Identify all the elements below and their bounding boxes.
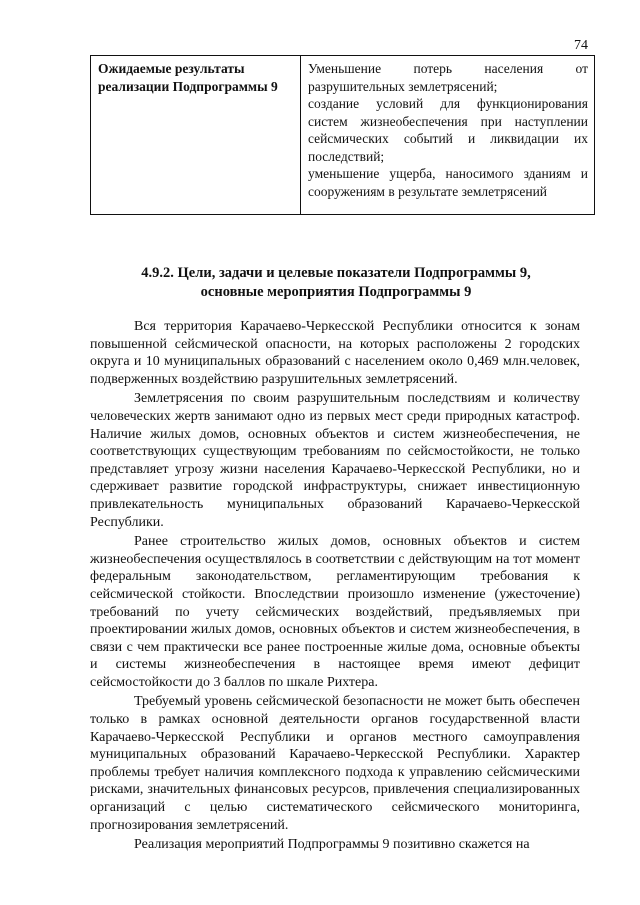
table-row [91, 56, 595, 215]
expected-result-item: Уменьшение потерь населения от разрушительных землетрясений; [308, 61, 588, 94]
paragraph: Землетрясения по своим разрушительным последствиям и количеству человеческих жертв занимают одно из первых мест среди природных катастроф. Наличие жилых домов, основных объектов и систем жизнеобеспечения, не соответствующих существующим требованиям по сейсмостойкости, не только представляет угрозу жизни населения Карачаево-Черкесской Республики, но и сдерживает развитие городской инфраструктуры, снижает инвестиционную привлекательность муниципальных образований Карачаево-Черкесской Республики. [90, 391, 580, 530]
expected-result-item: уменьшение ущерба, наносимого зданиям и сооружениям в результате землетрясений [308, 166, 588, 199]
paragraph: Ранее строительство жилых домов, основных объектов и систем жизнеобеспечения осуществлялось в соответствии с действующим на тот момент федеральным законодательством, регламентирующим требования к сейсмической стойкости. Впоследствии произошло изменение (ужесточение) требований по учету сейсмических воздействий, предъявляемых при проектировании жилых домов, основных объектов и систем жизнеобеспечения, в связи с чем практически все ранее построенные жилые дома, основные объекты и системы жизнеобеспечения в настоящее время имеют дефицит сейсмостойкости до 3 баллов по шкале Рихтера. [90, 534, 580, 690]
page-number: 74 [574, 38, 588, 53]
section-body [90, 318, 580, 854]
expected-result-item: создание условий для функционирования систем жизнеобеспечения при наступлении сейсмических событий и ликвидации их последствий; [308, 96, 588, 164]
section-heading-line-1: 4.9.2. Цели, задачи и целевые показатели Подпрограммы 9, [141, 265, 531, 281]
paragraph: Требуемый уровень сейсмической безопасности не может быть обеспечен только в рамках основной деятельности органов государственной власти Карачаево-Черкесской Республики и органов местного самоуправления муниципальных образований Карачаево-Черкесской Республики. Характер проблемы требует наличия комплексного подхода к управлению сейсмическими рисками, значительных финансовых ресурсов, привлечения специализированных организаций с целью систематического сейсмического мониторинга, прогнозирования землетрясений. [90, 694, 580, 833]
paragraph: Реализация мероприятий Подпрограммы 9 позитивно скажется на [134, 837, 530, 853]
expected-results-table [90, 55, 595, 215]
expected-results-label: Ожидаемые результаты реализации Подпрограммы 9 [91, 56, 301, 215]
section-heading [96, 264, 576, 302]
section-heading-line-2: основные мероприятия Подпрограммы 9 [200, 284, 472, 300]
paragraph: Вся территория Карачаево-Черкесской Республики относится к зонам повышенной сейсмической опасности, на которых расположены 2 городских округа и 10 муниципальных образований с населением около 0,469 млн.человек, подверженных воздействию разрушительных землетрясений. [90, 319, 580, 387]
expected-results-values [301, 56, 595, 215]
